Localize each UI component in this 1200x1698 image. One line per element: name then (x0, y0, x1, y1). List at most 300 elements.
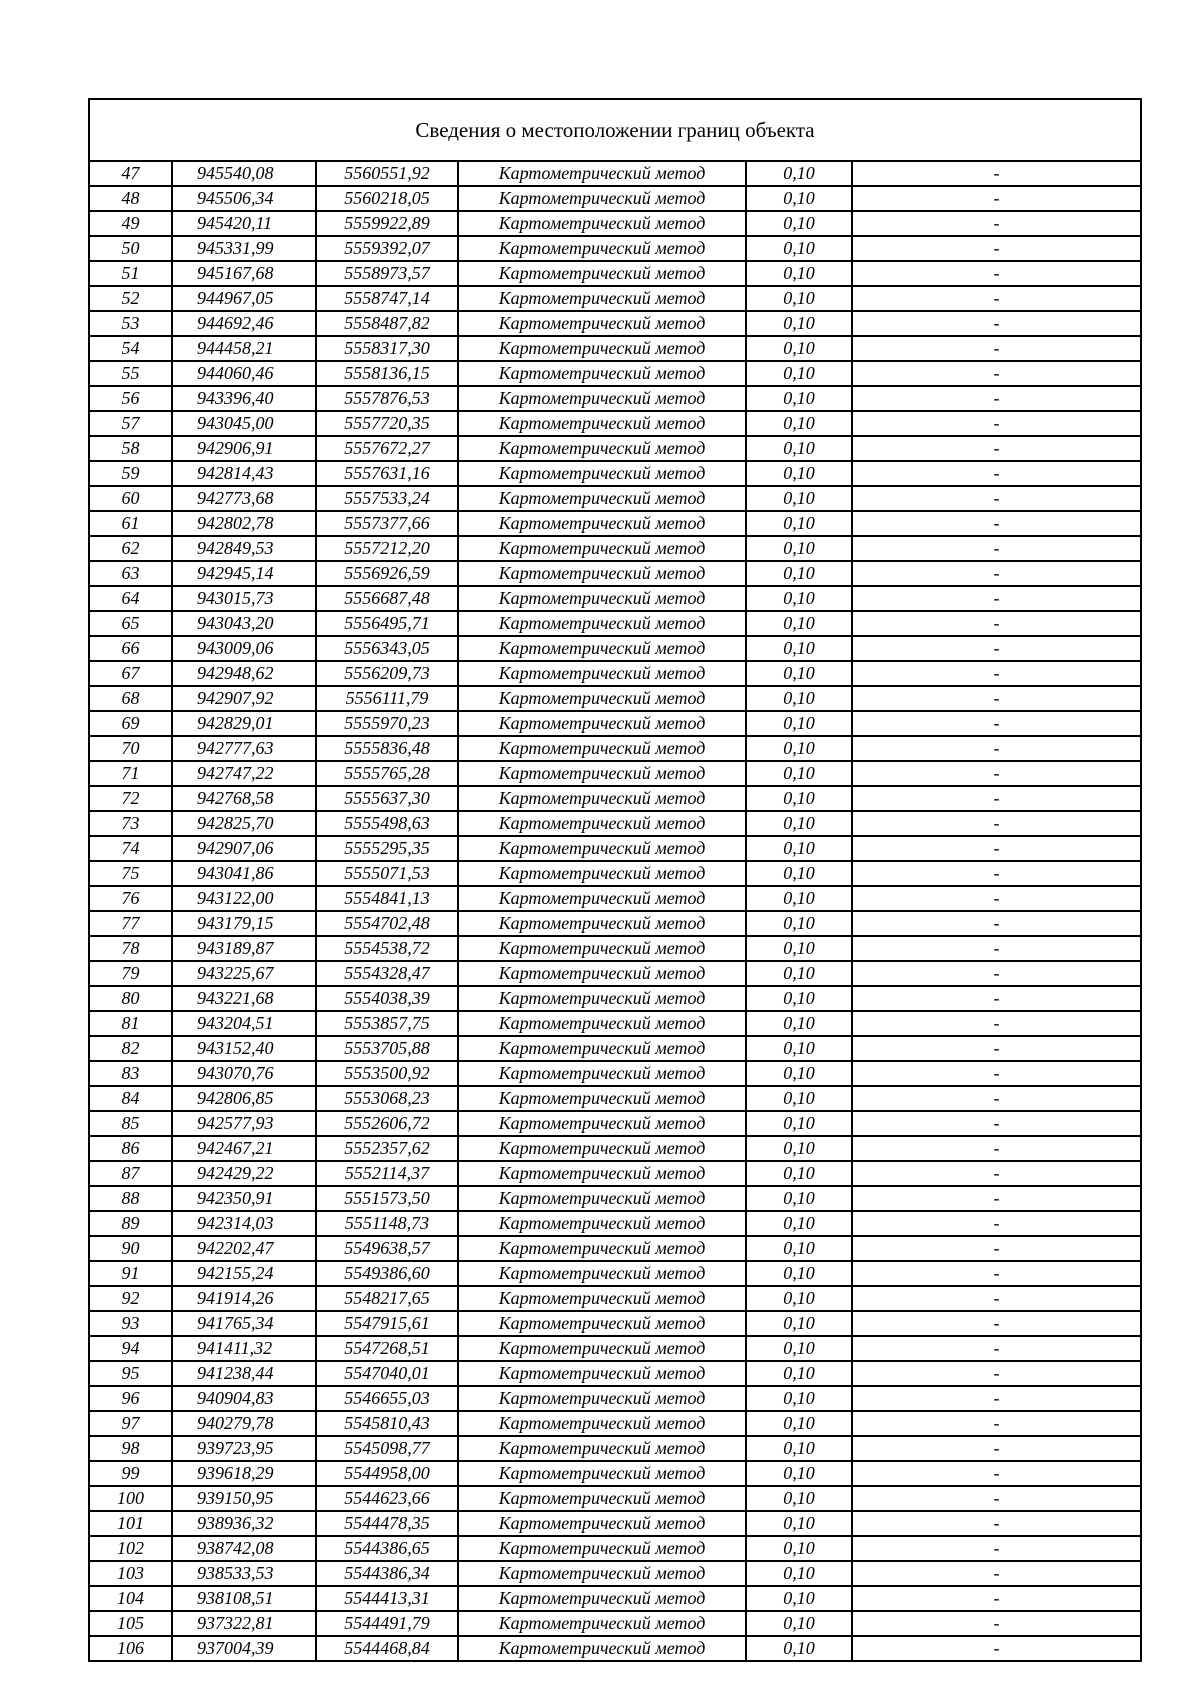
method-cell: Картометрический метод (458, 961, 746, 986)
point-number-cell: 50 (90, 236, 172, 261)
description-cell: - (852, 686, 1140, 711)
x-coordinate-cell: 944060,46 (172, 361, 316, 386)
point-number-cell: 99 (90, 1461, 172, 1486)
x-coordinate-cell: 942429,22 (172, 1161, 316, 1186)
table-row (90, 261, 1140, 286)
table-row (90, 1636, 1140, 1660)
x-coordinate-cell: 942907,06 (172, 836, 316, 861)
x-coordinate-cell: 937322,81 (172, 1611, 316, 1636)
description-cell: - (993, 1638, 1000, 1658)
x-coordinate-cell: 942202,47 (172, 1236, 316, 1261)
y-coordinate-cell: 5558136,15 (316, 361, 458, 386)
description-cell: - (852, 1036, 1140, 1061)
description-cell: - (852, 236, 1140, 261)
point-number-cell: 101 (90, 1511, 172, 1536)
method-cell: Картометрический метод (458, 736, 746, 761)
point-number-cell: 76 (90, 886, 172, 911)
precision-cell: 0,10 (746, 936, 852, 961)
precision-cell: 0,10 (746, 1486, 852, 1511)
y-coordinate-cell: 5546655,03 (316, 1386, 458, 1411)
method-cell: Картометрический метод (458, 386, 746, 411)
table-row (90, 836, 1140, 861)
y-coordinate-cell: 5557720,35 (316, 411, 458, 436)
precision-cell: 0,10 (746, 1286, 852, 1311)
description-cell: - (852, 1161, 1140, 1186)
y-coordinate-cell: 5556495,71 (316, 611, 458, 636)
table-row (90, 536, 1140, 561)
method-cell: Картометрический метод (458, 1186, 746, 1211)
method-cell: Картометрический метод (458, 811, 746, 836)
point-number-cell: 105 (90, 1611, 172, 1636)
x-coordinate-cell: 943045,00 (172, 411, 316, 436)
description-cell: - (852, 1011, 1140, 1036)
description-cell: - (852, 836, 1140, 861)
table-row (90, 1286, 1140, 1311)
method-cell: Картометрический метод (458, 1586, 746, 1611)
precision-cell: 0,10 (746, 1461, 852, 1486)
point-number-cell: 48 (90, 186, 172, 211)
point-number-cell: 67 (90, 661, 172, 686)
x-coordinate-cell: 943189,87 (172, 936, 316, 961)
method-cell: Картометрический метод (458, 511, 746, 536)
x-coordinate-cell: 943152,40 (172, 1036, 316, 1061)
precision-cell: 0,10 (746, 236, 852, 261)
table-row (90, 1461, 1140, 1486)
point-number-cell: 55 (90, 361, 172, 386)
precision-cell: 0,10 (746, 162, 852, 186)
description-cell: - (852, 1186, 1140, 1211)
y-coordinate-cell: 5547268,51 (316, 1336, 458, 1361)
method-cell: Картометрический метод (458, 1386, 746, 1411)
description-cell: - (852, 586, 1140, 611)
method-cell: Картометрический метод (458, 1161, 746, 1186)
description-cell: - (852, 361, 1140, 386)
method-cell: Картометрический метод (458, 1211, 746, 1236)
x-coordinate-cell: 945167,68 (172, 261, 316, 286)
table-row (90, 1211, 1140, 1236)
precision-cell: 0,10 (746, 211, 852, 236)
description-cell: - (852, 486, 1140, 511)
precision-cell: 0,10 (746, 1236, 852, 1261)
x-coordinate-cell: 942907,92 (172, 686, 316, 711)
x-coordinate-cell: 941914,26 (172, 1286, 316, 1311)
y-coordinate-cell: 5544386,65 (316, 1536, 458, 1561)
precision-cell: 0,10 (746, 761, 852, 786)
point-number-cell: 74 (90, 836, 172, 861)
table-row (90, 1136, 1140, 1161)
table-row (90, 1361, 1140, 1386)
point-number-cell: 68 (90, 686, 172, 711)
method-cell: Картометрический метод (458, 1086, 746, 1111)
boundary-table-sheet (88, 98, 1142, 1662)
description-cell: - (852, 1286, 1140, 1311)
x-coordinate-cell: 942350,91 (172, 1186, 316, 1211)
description-cell: - (852, 162, 1140, 186)
method-cell: Картометрический метод (458, 586, 746, 611)
method-cell: Картометрический метод (458, 461, 746, 486)
description-cell: - (852, 986, 1140, 1011)
table-row (90, 311, 1140, 336)
point-number-cell: 90 (90, 1236, 172, 1261)
precision-cell: 0,10 (746, 661, 852, 686)
description-cell: - (852, 261, 1140, 286)
y-coordinate-cell: 5555071,53 (316, 861, 458, 886)
y-coordinate-cell: 5549386,60 (316, 1261, 458, 1286)
point-number-cell: 87 (90, 1161, 172, 1186)
x-coordinate-cell: 942577,93 (172, 1111, 316, 1136)
point-number-cell: 77 (90, 911, 172, 936)
precision-cell: 0,10 (746, 611, 852, 636)
y-coordinate-cell: 5556926,59 (316, 561, 458, 586)
table-row (90, 1561, 1140, 1586)
y-coordinate-cell: 5555836,48 (316, 736, 458, 761)
method-cell: Картометрический метод (458, 786, 746, 811)
x-coordinate-cell: 939150,95 (172, 1486, 316, 1511)
description-cell: - (852, 511, 1140, 536)
point-number-cell: 49 (90, 211, 172, 236)
method-cell: Картометрический метод (458, 486, 746, 511)
x-coordinate-cell: 944967,05 (172, 286, 316, 311)
y-coordinate-cell: 5547040,01 (316, 1361, 458, 1386)
precision-cell: 0,10 (746, 636, 852, 661)
precision-cell: 0,10 (746, 1136, 852, 1161)
table-row (90, 736, 1140, 761)
description-cell: - (852, 1111, 1140, 1136)
point-number-cell: 93 (90, 1311, 172, 1336)
table-row (90, 1336, 1140, 1361)
method-cell: Картометрический метод (458, 1636, 746, 1660)
description-cell: - (852, 886, 1140, 911)
x-coordinate-cell: 938533,53 (172, 1561, 316, 1586)
x-coordinate-cell: 943070,76 (172, 1061, 316, 1086)
method-cell: Картометрический метод (458, 1111, 746, 1136)
precision-cell: 0,10 (746, 186, 852, 211)
point-number-cell: 62 (90, 536, 172, 561)
y-coordinate-cell: 5556343,05 (316, 636, 458, 661)
point-number-cell: 60 (90, 486, 172, 511)
x-coordinate-cell: 944458,21 (172, 336, 316, 361)
x-coordinate-cell: 940279,78 (172, 1411, 316, 1436)
precision-cell: 0,10 (746, 1211, 852, 1236)
point-number-cell: 47 (90, 162, 172, 186)
table-row (90, 1186, 1140, 1211)
y-coordinate-cell: 5557631,16 (316, 461, 458, 486)
precision-cell: 0,10 (746, 1161, 852, 1186)
table-row (90, 1511, 1140, 1536)
point-number-cell: 84 (90, 1086, 172, 1111)
method-cell: Картометрический метод (458, 1611, 746, 1636)
method-cell: Картометрический метод (458, 236, 746, 261)
method-cell: Картометрический метод (458, 1361, 746, 1386)
method-cell: Картометрический метод (458, 986, 746, 1011)
method-cell: Картометрический метод (458, 361, 746, 386)
description-cell: - (852, 186, 1140, 211)
precision-cell: 0,10 (746, 586, 852, 611)
precision-cell: 0,10 (746, 811, 852, 836)
description-cell: - (852, 1236, 1140, 1261)
point-number-cell: 61 (90, 511, 172, 536)
description-cell: - (852, 1536, 1140, 1561)
table-row (90, 1311, 1140, 1336)
precision-cell: 0,10 (746, 1061, 852, 1086)
description-cell: - (852, 536, 1140, 561)
precision-cell: 0,10 (746, 261, 852, 286)
point-number-cell: 63 (90, 561, 172, 586)
point-number-cell: 70 (90, 736, 172, 761)
y-coordinate-cell: 5557672,27 (316, 436, 458, 461)
y-coordinate-cell: 5557876,53 (316, 386, 458, 411)
x-coordinate-cell: 943122,00 (172, 886, 316, 911)
description-cell: - (852, 1461, 1140, 1486)
table-row (90, 861, 1140, 886)
method-cell: Картометрический метод (458, 661, 746, 686)
y-coordinate-cell: 5555498,63 (316, 811, 458, 836)
y-coordinate-cell: 5544623,66 (316, 1486, 458, 1511)
table-row (90, 1386, 1140, 1411)
method-cell: Картометрический метод (458, 1286, 746, 1311)
y-coordinate-cell: 5558487,82 (316, 311, 458, 336)
y-coordinate-cell: 5544491,79 (316, 1611, 458, 1636)
description-cell: - (852, 911, 1140, 936)
method-cell: Картометрический метод (458, 336, 746, 361)
description-cell: - (852, 1061, 1140, 1086)
x-coordinate-cell: 942155,24 (172, 1261, 316, 1286)
x-coordinate-cell: 942906,91 (172, 436, 316, 461)
x-coordinate-cell: 942773,68 (172, 486, 316, 511)
x-coordinate-cell: 943015,73 (172, 586, 316, 611)
table-row (90, 986, 1140, 1011)
description-cell: - (852, 561, 1140, 586)
point-number-cell: 89 (90, 1211, 172, 1236)
method-cell: Картометрический метод (458, 936, 746, 961)
y-coordinate-cell: 5560218,05 (316, 186, 458, 211)
y-coordinate-cell: 5553500,92 (316, 1061, 458, 1086)
x-coordinate-cell: 937004,39 (172, 1636, 316, 1660)
description-cell: - (852, 311, 1140, 336)
y-coordinate-cell: 5544478,35 (316, 1511, 458, 1536)
method-cell: Картометрический метод (458, 1136, 746, 1161)
precision-cell: 0,10 (746, 536, 852, 561)
precision-cell: 0,10 (746, 411, 852, 436)
point-number-cell: 86 (90, 1136, 172, 1161)
method-cell: Картометрический метод (458, 411, 746, 436)
table-row (90, 361, 1140, 386)
table-row (90, 386, 1140, 411)
precision-cell: 0,10 (746, 1036, 852, 1061)
point-number-cell: 91 (90, 1261, 172, 1286)
method-cell: Картометрический метод (458, 261, 746, 286)
method-cell: Картометрический метод (458, 611, 746, 636)
table-row (90, 936, 1140, 961)
precision-cell: 0,10 (746, 1186, 852, 1211)
x-coordinate-cell: 939618,29 (172, 1461, 316, 1486)
table-row (90, 636, 1140, 661)
method-cell: Картометрический метод (458, 561, 746, 586)
y-coordinate-cell: 5558973,57 (316, 261, 458, 286)
description-cell: - (852, 636, 1140, 661)
precision-cell: 0,10 (746, 561, 852, 586)
y-coordinate-cell: 5544386,34 (316, 1561, 458, 1586)
precision-cell: 0,10 (746, 1636, 852, 1660)
description-cell: - (852, 811, 1140, 836)
table-row (90, 1536, 1140, 1561)
description-cell: - (852, 1611, 1140, 1636)
x-coordinate-cell: 939723,95 (172, 1436, 316, 1461)
y-coordinate-cell: 5557377,66 (316, 511, 458, 536)
table-row (90, 1161, 1140, 1186)
x-coordinate-cell: 942467,21 (172, 1136, 316, 1161)
point-number-cell: 65 (90, 611, 172, 636)
x-coordinate-cell: 942777,63 (172, 736, 316, 761)
method-cell: Картометрический метод (458, 1261, 746, 1286)
description-cell: - (852, 1561, 1140, 1586)
point-number-cell: 97 (90, 1411, 172, 1436)
table-row (90, 586, 1140, 611)
point-number-cell: 64 (90, 586, 172, 611)
precision-cell: 0,10 (746, 1586, 852, 1611)
method-cell: Картометрический метод (458, 286, 746, 311)
x-coordinate-cell: 944692,46 (172, 311, 316, 336)
description-cell: - (852, 1336, 1140, 1361)
y-coordinate-cell: 5554702,48 (316, 911, 458, 936)
y-coordinate-cell: 5559392,07 (316, 236, 458, 261)
y-coordinate-cell: 5556209,73 (316, 661, 458, 686)
precision-cell: 0,10 (746, 1361, 852, 1386)
point-number-cell: 75 (90, 861, 172, 886)
y-coordinate-cell: 5552114,37 (316, 1161, 458, 1186)
point-number-cell: 85 (90, 1111, 172, 1136)
y-coordinate-cell: 5544413,31 (316, 1586, 458, 1611)
point-number-cell: 102 (90, 1536, 172, 1561)
description-cell: - (852, 761, 1140, 786)
description-cell: - (852, 1386, 1140, 1411)
x-coordinate-cell: 942314,03 (172, 1211, 316, 1236)
description-cell: - (852, 961, 1140, 986)
precision-cell: 0,10 (746, 336, 852, 361)
table-title: Сведения о местоположении границ объекта (90, 100, 1140, 162)
x-coordinate-cell: 942747,22 (172, 761, 316, 786)
precision-cell: 0,10 (746, 961, 852, 986)
y-coordinate-cell: 5557212,20 (316, 536, 458, 561)
table-row (90, 1486, 1140, 1511)
method-cell: Картометрический метод (458, 1061, 746, 1086)
y-coordinate-cell: 5556687,48 (316, 586, 458, 611)
table-row (90, 1011, 1140, 1036)
precision-cell: 0,10 (746, 386, 852, 411)
method-cell: Картометрический метод (458, 1436, 746, 1461)
point-number-cell: 56 (90, 386, 172, 411)
table-row (90, 1036, 1140, 1061)
point-number-cell: 104 (90, 1586, 172, 1611)
y-coordinate-cell: 5558317,30 (316, 336, 458, 361)
point-number-cell: 79 (90, 961, 172, 986)
y-coordinate-cell: 5552606,72 (316, 1111, 458, 1136)
precision-cell: 0,10 (746, 911, 852, 936)
point-number-cell: 81 (90, 1011, 172, 1036)
description-cell: - (852, 1086, 1140, 1111)
point-number-cell: 80 (90, 986, 172, 1011)
description-cell: - (852, 461, 1140, 486)
method-cell: Картометрический метод (458, 1411, 746, 1436)
x-coordinate-cell: 943043,20 (172, 611, 316, 636)
point-number-cell: 103 (90, 1561, 172, 1586)
x-coordinate-cell: 945540,08 (172, 162, 316, 186)
x-coordinate-cell: 943179,15 (172, 911, 316, 936)
point-number-cell: 78 (90, 936, 172, 961)
table-row (90, 1411, 1140, 1436)
y-coordinate-cell: 5556111,79 (316, 686, 458, 711)
description-cell: - (852, 336, 1140, 361)
method-cell: Картометрический метод (458, 162, 746, 186)
y-coordinate-cell: 5553857,75 (316, 1011, 458, 1036)
x-coordinate-cell: 942814,43 (172, 461, 316, 486)
y-coordinate-cell: 5551573,50 (316, 1186, 458, 1211)
precision-cell: 0,10 (746, 686, 852, 711)
y-coordinate-cell: 5554328,47 (316, 961, 458, 986)
y-coordinate-cell: 5558747,14 (316, 286, 458, 311)
x-coordinate-cell: 943396,40 (172, 386, 316, 411)
y-coordinate-cell: 5549638,57 (316, 1236, 458, 1261)
precision-cell: 0,10 (746, 861, 852, 886)
method-cell: Картометрический метод (458, 436, 746, 461)
y-coordinate-cell: 5553068,23 (316, 1086, 458, 1111)
table-row (90, 711, 1140, 736)
method-cell: Картометрический метод (458, 1011, 746, 1036)
method-cell: Картометрический метод (458, 1236, 746, 1261)
method-cell: Картометрический метод (458, 1536, 746, 1561)
point-number-cell: 71 (90, 761, 172, 786)
table-row (90, 1061, 1140, 1086)
x-coordinate-cell: 942829,01 (172, 711, 316, 736)
y-coordinate-cell: 5554538,72 (316, 936, 458, 961)
precision-cell: 0,10 (746, 836, 852, 861)
method-cell: Картометрический метод (458, 861, 746, 886)
x-coordinate-cell: 942849,53 (172, 536, 316, 561)
table-row (90, 561, 1140, 586)
point-number-cell: 72 (90, 786, 172, 811)
x-coordinate-cell: 942825,70 (172, 811, 316, 836)
x-coordinate-cell: 943221,68 (172, 986, 316, 1011)
table-row (90, 1611, 1140, 1636)
y-coordinate-cell: 5555295,35 (316, 836, 458, 861)
precision-cell: 0,10 (746, 1311, 852, 1336)
x-coordinate-cell: 943041,86 (172, 861, 316, 886)
y-coordinate-cell: 5560551,92 (316, 162, 458, 186)
y-coordinate-cell: 5555637,30 (316, 786, 458, 811)
point-number-cell: 100 (90, 1486, 172, 1511)
x-coordinate-cell: 945420,11 (172, 211, 316, 236)
description-cell: - (852, 411, 1140, 436)
y-coordinate-cell: 5544958,00 (316, 1461, 458, 1486)
x-coordinate-cell: 941765,34 (172, 1311, 316, 1336)
precision-cell: 0,10 (746, 311, 852, 336)
point-number-cell: 94 (90, 1336, 172, 1361)
y-coordinate-cell: 5555765,28 (316, 761, 458, 786)
y-coordinate-cell: 5552357,62 (316, 1136, 458, 1161)
table-row (90, 1436, 1140, 1461)
description-cell: - (852, 1311, 1140, 1336)
y-coordinate-cell: 5554038,39 (316, 986, 458, 1011)
description-cell: - (852, 436, 1140, 461)
description-cell: - (852, 1436, 1140, 1461)
y-coordinate-cell: 5551148,73 (316, 1211, 458, 1236)
method-cell: Картометрический метод (458, 1311, 746, 1336)
method-cell: Картометрический метод (458, 761, 746, 786)
y-coordinate-cell: 5555970,23 (316, 711, 458, 736)
y-coordinate-cell: 5545098,77 (316, 1436, 458, 1461)
x-coordinate-cell: 941411,32 (172, 1336, 316, 1361)
method-cell: Картометрический метод (458, 911, 746, 936)
